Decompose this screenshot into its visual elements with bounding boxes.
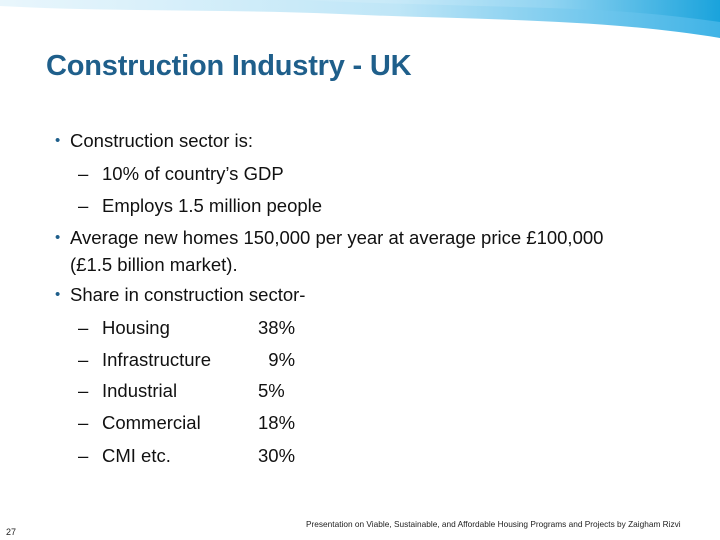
share-value-infrastructure: 9% xyxy=(258,349,296,370)
share-value-industrial: 5% xyxy=(258,380,285,401)
dash-icon: – xyxy=(78,195,89,216)
share-label-housing: Housing xyxy=(102,317,170,338)
bullet-text-share-in-sector: Share in construction sector- xyxy=(70,284,306,305)
dash-icon: – xyxy=(78,380,89,401)
bullet-text-market-size: (£1.5 billion market). xyxy=(70,254,238,275)
bullet-text-average-new-homes: Average new homes 150,000 per year at average price £100,000 xyxy=(70,227,604,248)
bullet-text-construction-sector: Construction sector is: xyxy=(70,130,254,151)
page-number: 27 xyxy=(6,527,17,537)
dash-icon: – xyxy=(78,349,89,370)
share-value-cmi: 30% xyxy=(258,445,296,466)
bullet-icon: • xyxy=(55,286,61,303)
share-label-cmi: CMI etc. xyxy=(102,445,171,466)
slide-title: Construction Industry - UK xyxy=(46,50,412,82)
bullet-icon: • xyxy=(55,229,61,246)
dash-icon: – xyxy=(78,412,89,433)
share-label-infrastructure: Infrastructure xyxy=(102,349,211,370)
share-label-commercial: Commercial xyxy=(102,412,201,433)
share-value-commercial: 18% xyxy=(258,412,296,433)
share-value-housing: 38% xyxy=(258,317,296,338)
dash-icon: – xyxy=(78,317,89,338)
bullet-icon: • xyxy=(55,132,61,149)
dash-icon: – xyxy=(78,445,89,466)
sub-bullet-gdp: 10% of country’s GDP xyxy=(102,163,284,184)
sub-bullet-employs: Employs 1.5 million people xyxy=(102,195,323,216)
dash-icon: – xyxy=(78,163,89,184)
share-label-industrial: Industrial xyxy=(102,380,178,401)
footer-caption: Presentation on Viable, Sustainable, and Affordable Housing Programs and Projects by Zaigham Rizvi xyxy=(306,519,681,529)
